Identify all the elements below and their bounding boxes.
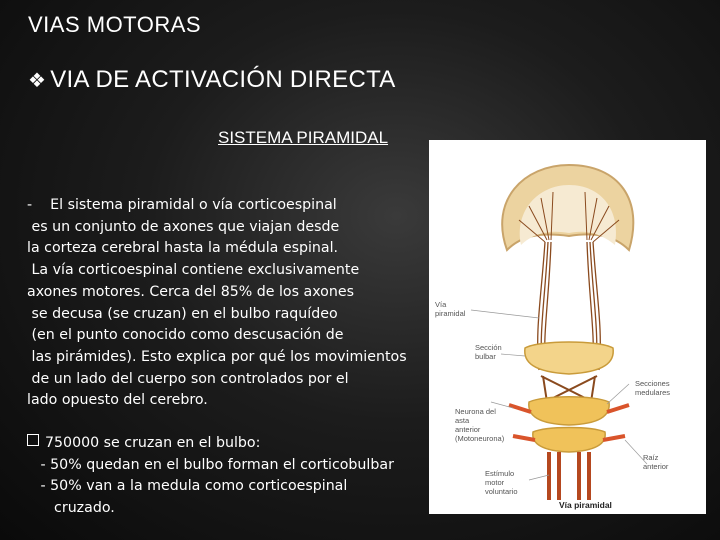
stats-line-text: 750000 se cruzan en el bulbo: xyxy=(45,435,261,451)
label-raiz-2: anterior xyxy=(643,462,669,471)
label-seccion-bulbar-2: bulbar xyxy=(475,352,496,361)
label-estimulo-1: Estímulo xyxy=(485,469,515,478)
body-line: la corteza cerebral hasta la médula espinal. xyxy=(27,240,339,257)
label-neurona-1: Neurona del xyxy=(455,407,496,416)
label-seccion-bulbar-1: Sección xyxy=(475,343,502,352)
subtitle xyxy=(28,66,396,94)
label-via-piramidal-1: Vía xyxy=(435,300,447,309)
figure-caption: Vía piramidal xyxy=(559,500,612,510)
body-line: (en el punto conocido como descusación de xyxy=(27,327,344,344)
label-neurona-2: asta xyxy=(455,416,470,425)
bulbar-section xyxy=(525,342,613,374)
spinal-section-lower xyxy=(533,428,605,453)
checkbox-bullet-icon xyxy=(27,434,39,446)
stats-line: cruzado. xyxy=(27,500,115,517)
label-secciones-medulares-1: Secciones xyxy=(635,379,670,388)
spinal-section-upper xyxy=(529,397,609,425)
pyramidal-pathway-illustration xyxy=(429,140,706,514)
label-secciones-medulares-2: medulares xyxy=(635,388,671,397)
diamond-bullet-icon: ❖ xyxy=(28,69,47,92)
pathway-diagram xyxy=(429,140,706,514)
stats-line: - 50% quedan en el bulbo forman el corticobulbar xyxy=(27,456,394,473)
body-line: se decusa (se cruzan) en el bulbo raquídeo xyxy=(27,305,338,322)
body-line: axones motores. Cerca del 85% de los axones xyxy=(27,283,354,300)
label-raiz-1: Raíz xyxy=(643,453,659,462)
body-line: es un conjunto de axones que viajan desde xyxy=(27,218,340,235)
subtitle-text: VIA DE ACTIVACIÓN DIRECTA xyxy=(50,66,396,93)
body-line: lado opuesto del cerebro. xyxy=(27,392,208,409)
stats-line xyxy=(27,433,427,455)
body-paragraph xyxy=(27,195,427,412)
label-neurona-4: (Motoneurona) xyxy=(455,434,505,443)
label-via-piramidal-2: piramidal xyxy=(435,309,466,318)
label-estimulo-2: motor xyxy=(485,478,505,487)
label-neurona-3: anterior xyxy=(455,425,481,434)
body-line: de un lado del cuerpo son controlados por el xyxy=(27,370,349,387)
slide-title: VIAS MOTORAS xyxy=(28,12,202,37)
body-line: las pirámides). Esto explica por qué los movimientos xyxy=(27,348,407,365)
label-estimulo-3: voluntario xyxy=(485,487,518,496)
stats-list xyxy=(27,433,427,520)
body-line: - El sistema piramidal o vía corticoespinal xyxy=(27,197,337,213)
stats-line: - 50% van a la medula como corticoespinal xyxy=(27,478,348,495)
body-line: La vía corticoespinal contiene exclusivamente xyxy=(27,262,360,279)
section-heading: SISTEMA PIRAMIDAL xyxy=(218,128,389,147)
spinal-tracts xyxy=(549,452,589,500)
